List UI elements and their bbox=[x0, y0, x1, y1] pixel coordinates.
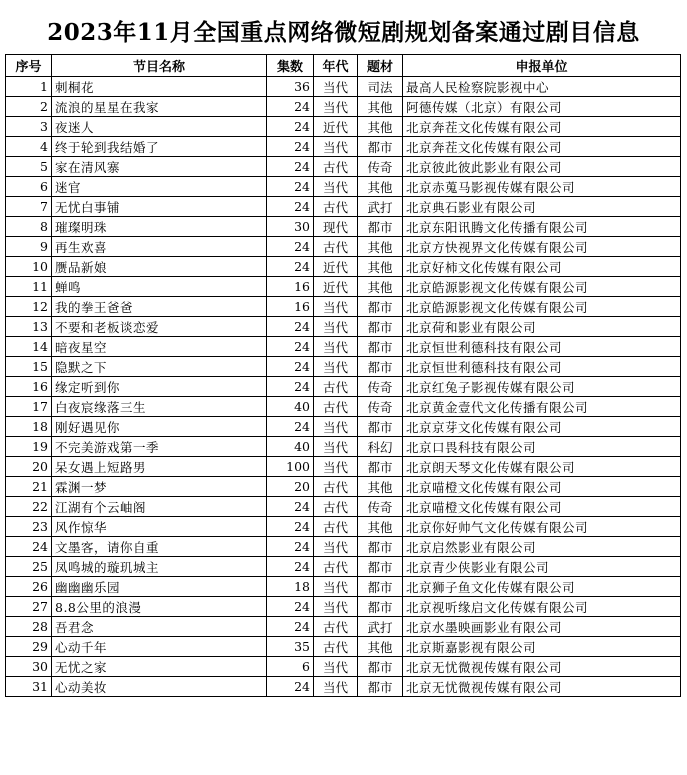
cell-era: 古代 bbox=[314, 397, 358, 417]
cell-index: 19 bbox=[6, 437, 52, 457]
cell-applicant: 阿德传媒（北京）有限公司 bbox=[403, 97, 681, 117]
cell-era: 古代 bbox=[314, 557, 358, 577]
cell-program-name: 赝品新娘 bbox=[52, 257, 267, 277]
cell-era: 当代 bbox=[314, 77, 358, 97]
page-title: 2023年11月全国重点网络微短剧规划备案通过剧目信息 bbox=[47, 19, 640, 46]
table-row bbox=[6, 457, 681, 477]
table-row bbox=[6, 197, 681, 217]
cell-episodes: 24 bbox=[267, 517, 314, 537]
cell-index: 28 bbox=[6, 617, 52, 637]
cell-episodes: 24 bbox=[267, 357, 314, 377]
table-row bbox=[6, 597, 681, 617]
table-row bbox=[6, 237, 681, 257]
cell-program-name: 8.8公里的浪漫 bbox=[52, 597, 267, 617]
cell-index: 6 bbox=[6, 177, 52, 197]
cell-era: 古代 bbox=[314, 477, 358, 497]
cell-program-name: 缘定听到你 bbox=[52, 377, 267, 397]
cell-era: 古代 bbox=[314, 637, 358, 657]
table-row bbox=[6, 137, 681, 157]
table-row bbox=[6, 557, 681, 577]
cell-applicant: 北京恒世利德科技有限公司 bbox=[403, 357, 681, 377]
cell-applicant: 最高人民检察院影视中心 bbox=[403, 77, 681, 97]
cell-program-name: 霖渊一梦 bbox=[52, 477, 267, 497]
cell-applicant: 北京无忧微视传媒有限公司 bbox=[403, 677, 681, 697]
cell-index: 5 bbox=[6, 157, 52, 177]
header-episodes: 集数 bbox=[267, 55, 314, 77]
cell-era: 当代 bbox=[314, 577, 358, 597]
cell-index: 20 bbox=[6, 457, 52, 477]
cell-genre: 司法 bbox=[358, 77, 403, 97]
cell-applicant: 北京视听缘启文化传媒有限公司 bbox=[403, 597, 681, 617]
cell-index: 24 bbox=[6, 537, 52, 557]
cell-program-name: 迷官 bbox=[52, 177, 267, 197]
cell-episodes: 40 bbox=[267, 397, 314, 417]
cell-applicant: 北京口畏科技有限公司 bbox=[403, 437, 681, 457]
cell-genre: 都市 bbox=[358, 597, 403, 617]
cell-program-name: 心动千年 bbox=[52, 637, 267, 657]
cell-episodes: 20 bbox=[267, 477, 314, 497]
cell-applicant: 北京喵橙文化传媒有限公司 bbox=[403, 477, 681, 497]
header-index: 序号 bbox=[6, 55, 52, 77]
cell-genre: 都市 bbox=[358, 217, 403, 237]
cell-program-name: 文墨客，请你自重 bbox=[52, 537, 267, 557]
cell-era: 当代 bbox=[314, 97, 358, 117]
cell-index: 8 bbox=[6, 217, 52, 237]
table-header-row bbox=[6, 55, 681, 77]
cell-episodes: 24 bbox=[267, 197, 314, 217]
cell-genre: 都市 bbox=[358, 337, 403, 357]
cell-genre: 传奇 bbox=[358, 377, 403, 397]
cell-program-name: 家在清风寨 bbox=[52, 157, 267, 177]
cell-era: 当代 bbox=[314, 437, 358, 457]
cell-program-name: 白夜宸缘落三生 bbox=[52, 397, 267, 417]
header-applicant: 申报单位 bbox=[403, 55, 681, 77]
cell-genre: 都市 bbox=[358, 677, 403, 697]
cell-program-name: 刺桐花 bbox=[52, 77, 267, 97]
table-row bbox=[6, 177, 681, 197]
table-body bbox=[6, 77, 681, 697]
table-row bbox=[6, 537, 681, 557]
table-row bbox=[6, 677, 681, 697]
cell-index: 21 bbox=[6, 477, 52, 497]
cell-index: 25 bbox=[6, 557, 52, 577]
cell-era: 古代 bbox=[314, 197, 358, 217]
cell-genre: 都市 bbox=[358, 137, 403, 157]
cell-era: 当代 bbox=[314, 337, 358, 357]
cell-genre: 武打 bbox=[358, 197, 403, 217]
cell-episodes: 24 bbox=[267, 417, 314, 437]
cell-applicant: 北京狮子鱼文化传媒有限公司 bbox=[403, 577, 681, 597]
cell-genre: 武打 bbox=[358, 617, 403, 637]
cell-era: 当代 bbox=[314, 457, 358, 477]
cell-episodes: 24 bbox=[267, 257, 314, 277]
cell-applicant: 北京京芽文化传媒有限公司 bbox=[403, 417, 681, 437]
cell-index: 14 bbox=[6, 337, 52, 357]
cell-episodes: 24 bbox=[267, 177, 314, 197]
cell-index: 3 bbox=[6, 117, 52, 137]
cell-applicant: 北京青少侠影业有限公司 bbox=[403, 557, 681, 577]
cell-applicant: 北京好柿文化传媒有限公司 bbox=[403, 257, 681, 277]
cell-index: 15 bbox=[6, 357, 52, 377]
cell-program-name: 蝉鸣 bbox=[52, 277, 267, 297]
table-row bbox=[6, 77, 681, 97]
cell-era: 当代 bbox=[314, 137, 358, 157]
cell-era: 古代 bbox=[314, 517, 358, 537]
cell-genre: 都市 bbox=[358, 317, 403, 337]
cell-program-name: 吾君念 bbox=[52, 617, 267, 637]
cell-episodes: 24 bbox=[267, 337, 314, 357]
cell-era: 近代 bbox=[314, 257, 358, 277]
table-row bbox=[6, 337, 681, 357]
header-era: 年代 bbox=[314, 55, 358, 77]
cell-applicant: 北京典石影业有限公司 bbox=[403, 197, 681, 217]
cell-episodes: 18 bbox=[267, 577, 314, 597]
cell-applicant: 北京彼此彼此影业有限公司 bbox=[403, 157, 681, 177]
cell-index: 17 bbox=[6, 397, 52, 417]
cell-episodes: 24 bbox=[267, 117, 314, 137]
cell-genre: 其他 bbox=[358, 517, 403, 537]
cell-era: 古代 bbox=[314, 377, 358, 397]
cell-applicant: 北京你好帅气文化传媒有限公司 bbox=[403, 517, 681, 537]
table-row bbox=[6, 417, 681, 437]
cell-era: 古代 bbox=[314, 617, 358, 637]
cell-genre: 传奇 bbox=[358, 397, 403, 417]
cell-index: 12 bbox=[6, 297, 52, 317]
cell-program-name: 无忧白事铺 bbox=[52, 197, 267, 217]
cell-program-name: 暗夜星空 bbox=[52, 337, 267, 357]
cell-episodes: 16 bbox=[267, 277, 314, 297]
cell-era: 当代 bbox=[314, 177, 358, 197]
cell-episodes: 24 bbox=[267, 237, 314, 257]
cell-era: 当代 bbox=[314, 657, 358, 677]
cell-applicant: 北京红兔子影视传媒有限公司 bbox=[403, 377, 681, 397]
cell-genre: 其他 bbox=[358, 477, 403, 497]
cell-program-name: 流浪的星星在我家 bbox=[52, 97, 267, 117]
cell-index: 1 bbox=[6, 77, 52, 97]
cell-program-name: 我的拳王爸爸 bbox=[52, 297, 267, 317]
cell-applicant: 北京方快视界文化传媒有限公司 bbox=[403, 237, 681, 257]
cell-applicant: 北京启然影业有限公司 bbox=[403, 537, 681, 557]
cell-applicant: 北京恒世利德科技有限公司 bbox=[403, 337, 681, 357]
cell-episodes: 24 bbox=[267, 377, 314, 397]
cell-episodes: 16 bbox=[267, 297, 314, 317]
cell-era: 近代 bbox=[314, 277, 358, 297]
cell-applicant: 北京奔茬文化传媒有限公司 bbox=[403, 117, 681, 137]
cell-episodes: 24 bbox=[267, 137, 314, 157]
cell-program-name: 不完美游戏第一季 bbox=[52, 437, 267, 457]
cell-era: 当代 bbox=[314, 537, 358, 557]
cell-episodes: 24 bbox=[267, 537, 314, 557]
cell-index: 29 bbox=[6, 637, 52, 657]
cell-episodes: 100 bbox=[267, 457, 314, 477]
table-row bbox=[6, 317, 681, 337]
cell-program-name: 凤鸣城的璇玑城主 bbox=[52, 557, 267, 577]
table-row bbox=[6, 497, 681, 517]
cell-genre: 其他 bbox=[358, 237, 403, 257]
cell-genre: 其他 bbox=[358, 117, 403, 137]
cell-index: 7 bbox=[6, 197, 52, 217]
cell-program-name: 江湖有个云岫阁 bbox=[52, 497, 267, 517]
cell-genre: 都市 bbox=[358, 457, 403, 477]
table-row bbox=[6, 157, 681, 177]
header-program-name: 节目名称 bbox=[52, 55, 267, 77]
cell-applicant: 北京赤蒐马影视传媒有限公司 bbox=[403, 177, 681, 197]
table-row bbox=[6, 437, 681, 457]
cell-episodes: 24 bbox=[267, 557, 314, 577]
cell-era: 当代 bbox=[314, 677, 358, 697]
cell-program-name: 呆女遇上短路男 bbox=[52, 457, 267, 477]
cell-episodes: 40 bbox=[267, 437, 314, 457]
cell-genre: 其他 bbox=[358, 177, 403, 197]
cell-genre: 都市 bbox=[358, 357, 403, 377]
cell-applicant: 北京水墨映画影业有限公司 bbox=[403, 617, 681, 637]
cell-genre: 都市 bbox=[358, 577, 403, 597]
cell-episodes: 36 bbox=[267, 77, 314, 97]
table-row bbox=[6, 577, 681, 597]
cell-episodes: 24 bbox=[267, 97, 314, 117]
cell-program-name: 刚好遇见你 bbox=[52, 417, 267, 437]
table-row bbox=[6, 477, 681, 497]
cell-index: 13 bbox=[6, 317, 52, 337]
cell-genre: 其他 bbox=[358, 637, 403, 657]
cell-index: 27 bbox=[6, 597, 52, 617]
cell-episodes: 6 bbox=[267, 657, 314, 677]
cell-era: 当代 bbox=[314, 417, 358, 437]
cell-program-name: 风作惊华 bbox=[52, 517, 267, 537]
header-genre: 题材 bbox=[358, 55, 403, 77]
cell-applicant: 北京皓源影视文化传媒有限公司 bbox=[403, 277, 681, 297]
cell-applicant: 北京皓源影视文化传媒有限公司 bbox=[403, 297, 681, 317]
cell-episodes: 24 bbox=[267, 677, 314, 697]
cell-program-name: 无忧之家 bbox=[52, 657, 267, 677]
cell-era: 古代 bbox=[314, 237, 358, 257]
cell-genre: 传奇 bbox=[358, 497, 403, 517]
cell-applicant: 北京朗天琴文化传媒有限公司 bbox=[403, 457, 681, 477]
cell-applicant: 北京斯嘉影视有限公司 bbox=[403, 637, 681, 657]
table-row bbox=[6, 277, 681, 297]
cell-era: 当代 bbox=[314, 317, 358, 337]
cell-program-name: 隐默之下 bbox=[52, 357, 267, 377]
cell-program-name: 终于轮到我结婚了 bbox=[52, 137, 267, 157]
cell-index: 2 bbox=[6, 97, 52, 117]
cell-episodes: 30 bbox=[267, 217, 314, 237]
cell-index: 18 bbox=[6, 417, 52, 437]
cell-applicant: 北京黄金壹代文化传播有限公司 bbox=[403, 397, 681, 417]
table-row bbox=[6, 397, 681, 417]
cell-index: 9 bbox=[6, 237, 52, 257]
cell-program-name: 不要和老板谈恋爱 bbox=[52, 317, 267, 337]
table-row bbox=[6, 617, 681, 637]
cell-index: 31 bbox=[6, 677, 52, 697]
cell-era: 当代 bbox=[314, 597, 358, 617]
cell-episodes: 24 bbox=[267, 157, 314, 177]
cell-index: 30 bbox=[6, 657, 52, 677]
table-row bbox=[6, 217, 681, 237]
cell-episodes: 24 bbox=[267, 617, 314, 637]
table-row bbox=[6, 637, 681, 657]
cell-genre: 都市 bbox=[358, 417, 403, 437]
cell-program-name: 再生欢喜 bbox=[52, 237, 267, 257]
cell-era: 古代 bbox=[314, 157, 358, 177]
table-row bbox=[6, 257, 681, 277]
table-row bbox=[6, 97, 681, 117]
cell-applicant: 北京喵橙文化传媒有限公司 bbox=[403, 497, 681, 517]
cell-index: 23 bbox=[6, 517, 52, 537]
cell-index: 11 bbox=[6, 277, 52, 297]
cell-episodes: 24 bbox=[267, 317, 314, 337]
cell-genre: 传奇 bbox=[358, 157, 403, 177]
table-row bbox=[6, 117, 681, 137]
table-row bbox=[6, 357, 681, 377]
cell-genre: 都市 bbox=[358, 557, 403, 577]
cell-era: 近代 bbox=[314, 117, 358, 137]
cell-program-name: 幽幽幽乐园 bbox=[52, 577, 267, 597]
cell-index: 22 bbox=[6, 497, 52, 517]
cell-applicant: 北京奔茬文化传媒有限公司 bbox=[403, 137, 681, 157]
cell-genre: 都市 bbox=[358, 537, 403, 557]
drama-table bbox=[5, 54, 681, 697]
cell-index: 26 bbox=[6, 577, 52, 597]
cell-index: 10 bbox=[6, 257, 52, 277]
cell-applicant: 北京荷和影业有限公司 bbox=[403, 317, 681, 337]
cell-applicant: 北京无忧微视传媒有限公司 bbox=[403, 657, 681, 677]
cell-genre: 其他 bbox=[358, 97, 403, 117]
cell-program-name: 璀璨明珠 bbox=[52, 217, 267, 237]
table-row bbox=[6, 297, 681, 317]
cell-index: 16 bbox=[6, 377, 52, 397]
cell-episodes: 35 bbox=[267, 637, 314, 657]
cell-program-name: 夜迷人 bbox=[52, 117, 267, 137]
cell-episodes: 24 bbox=[267, 497, 314, 517]
cell-genre: 都市 bbox=[358, 297, 403, 317]
table-row bbox=[6, 517, 681, 537]
table-row bbox=[6, 657, 681, 677]
cell-era: 当代 bbox=[314, 297, 358, 317]
cell-genre: 科幻 bbox=[358, 437, 403, 457]
cell-program-name: 心动美妆 bbox=[52, 677, 267, 697]
table-row bbox=[6, 377, 681, 397]
cell-genre: 其他 bbox=[358, 257, 403, 277]
cell-applicant: 北京东阳讯腾文化传播有限公司 bbox=[403, 217, 681, 237]
cell-genre: 其他 bbox=[358, 277, 403, 297]
cell-era: 现代 bbox=[314, 217, 358, 237]
cell-episodes: 24 bbox=[267, 597, 314, 617]
cell-era: 当代 bbox=[314, 357, 358, 377]
cell-genre: 都市 bbox=[358, 657, 403, 677]
cell-index: 4 bbox=[6, 137, 52, 157]
cell-era: 古代 bbox=[314, 497, 358, 517]
